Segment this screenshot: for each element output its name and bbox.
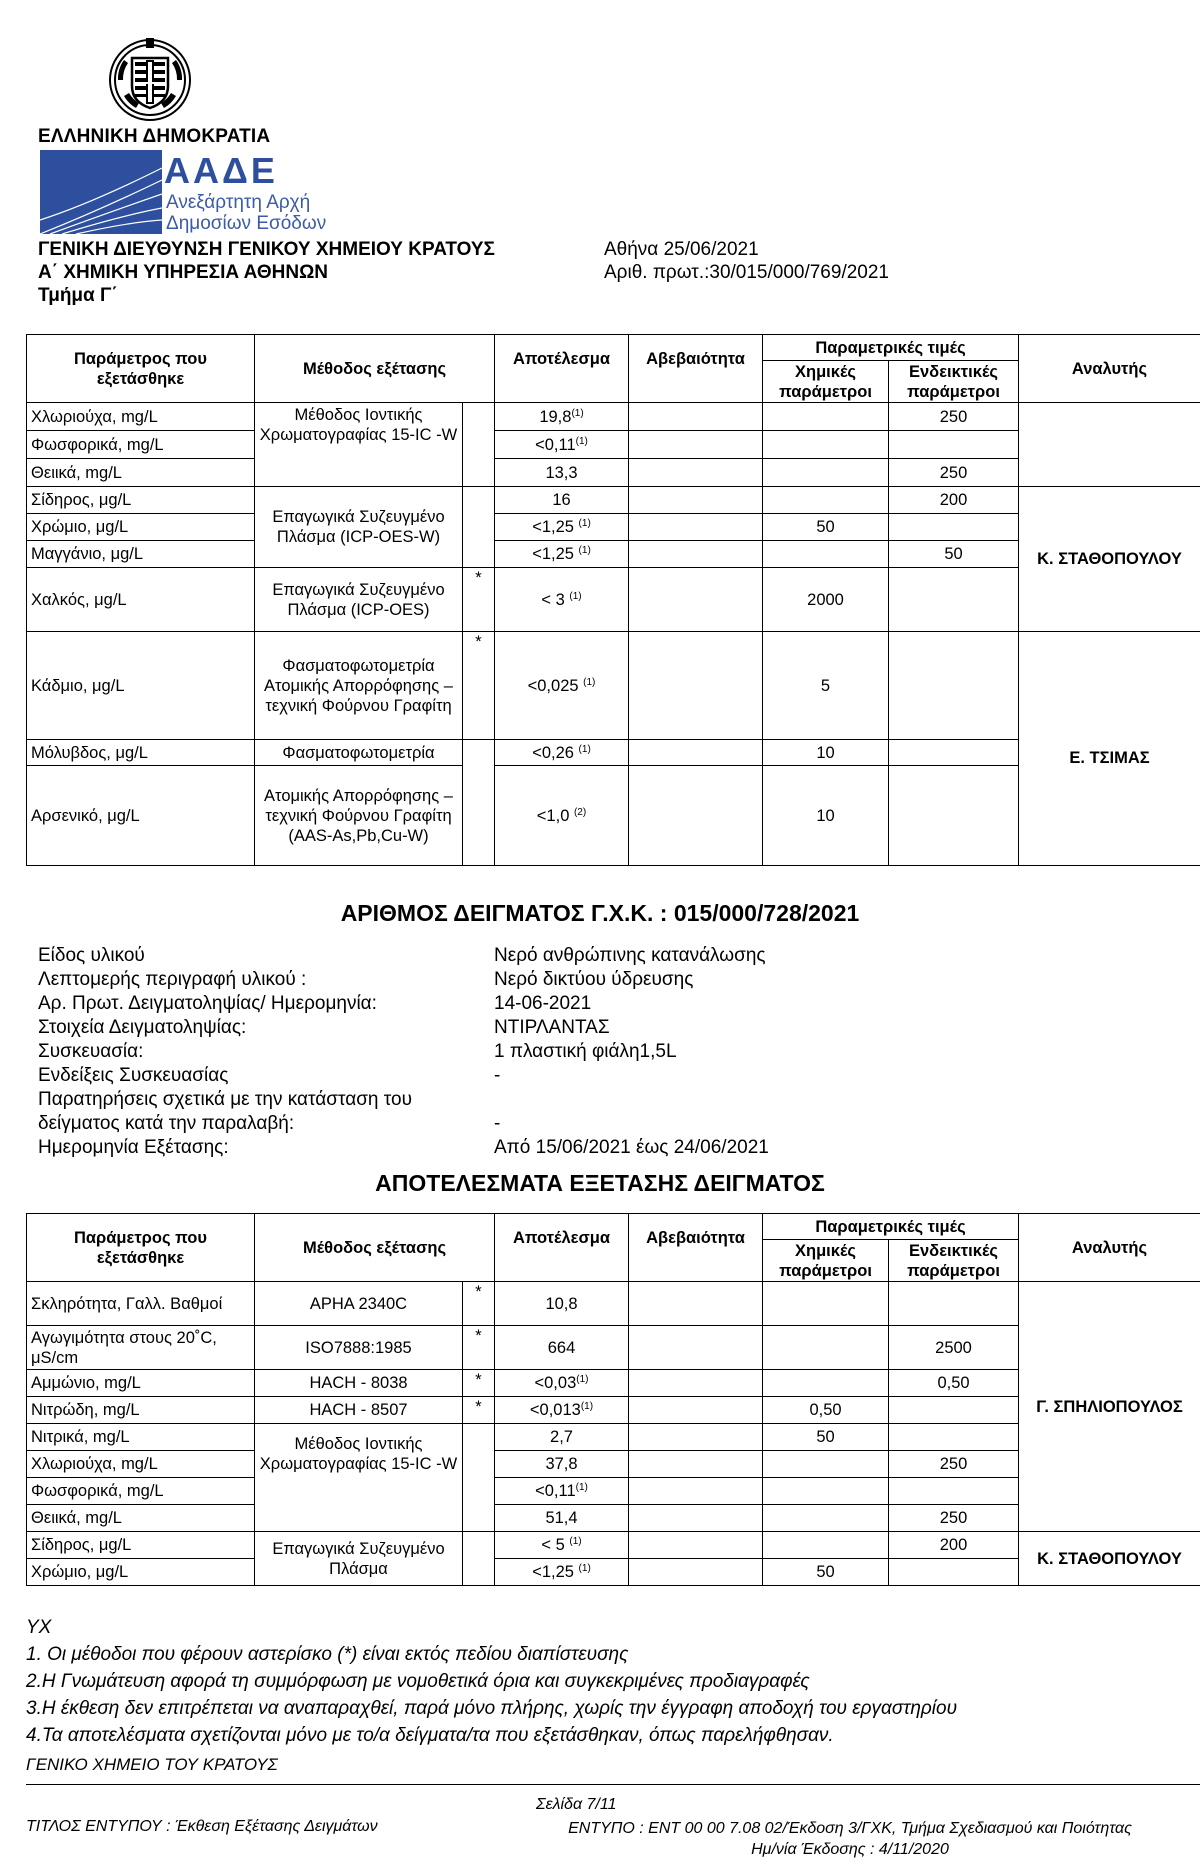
asterisk-cell: * xyxy=(463,1370,495,1397)
indicative-cell xyxy=(889,766,1019,866)
info-value: 1 πλαστική φιάλη1,5L xyxy=(494,1041,677,1062)
method-cell: HACH - 8507 xyxy=(255,1397,463,1424)
chemical-cell xyxy=(763,1282,889,1326)
table-row xyxy=(27,632,1200,740)
uncertainty-cell xyxy=(629,1282,763,1326)
indicative-cell: 200 xyxy=(889,487,1019,514)
param-cell: Νιτρικά, mg/L xyxy=(27,1424,255,1451)
result-cell: <1,25 $^{(1)}$ xyxy=(495,541,629,568)
param-cell: Χρώμιο, μg/L xyxy=(27,514,255,541)
info-row xyxy=(38,1016,769,1040)
indicative-cell xyxy=(889,740,1019,766)
param-cell: Φωσφορικά, mg/L xyxy=(27,431,255,459)
indicative-cell: 250 xyxy=(889,459,1019,487)
uncertainty-cell xyxy=(629,1424,763,1451)
result-cell: $<0,013^{(1)}$ xyxy=(495,1397,629,1424)
result-cell: <0,025 $^{(1)}$ xyxy=(495,632,629,740)
asterisk-cell xyxy=(463,403,495,487)
header-result: Αποτέλεσμα xyxy=(495,1214,629,1282)
info-row xyxy=(38,1136,769,1160)
uncertainty-cell xyxy=(629,1397,763,1424)
chemical-cell: 50 xyxy=(763,1559,889,1586)
info-value: ΝΤΙΡΛΑΝΤΑΣ xyxy=(494,1017,610,1038)
method-cell: HACH - 8038 xyxy=(255,1370,463,1397)
info-row xyxy=(38,1088,769,1112)
param-cell: Χλωριούχα, mg/L xyxy=(27,403,255,431)
result-cell: $<0,11^{(1)}$ xyxy=(495,1478,629,1505)
notes-yx: ΥΧ xyxy=(26,1617,52,1638)
method-cell: Φασματοφωτομετρία Ατομικής Απορρόφησης – τεχνική Φούρνου Γραφίτη xyxy=(255,632,463,740)
method-cell: Φασματοφωτομετρία xyxy=(255,740,463,766)
form-title: ΤΙΤΛΟΣ ΕΝΤΥΠΟΥ : Έκθεση Εξέτασης Δειγμάτων xyxy=(26,1818,378,1835)
sample-info xyxy=(38,944,769,1160)
method-cell: ISO7888:1985 xyxy=(255,1326,463,1370)
aade-subtitle-line1: Ανεξάρτητη Αρχή xyxy=(166,192,311,213)
header-method: Μέθοδος εξέτασης xyxy=(255,1214,495,1282)
asterisk-cell: * xyxy=(463,632,495,740)
chemical-cell xyxy=(763,1451,889,1478)
header-uncertainty: Αβεβαιότητα xyxy=(629,335,763,403)
uncertainty-cell xyxy=(629,403,763,431)
chemical-cell: 10 xyxy=(763,766,889,866)
results-table-2 xyxy=(26,1213,1200,1586)
result-cell: $<0,03^{(1)}$ xyxy=(495,1370,629,1397)
table-row xyxy=(27,487,1200,514)
uncertainty-cell xyxy=(629,1505,763,1532)
info-key: Ενδείξεις Συσκευασίας xyxy=(38,1065,229,1086)
chemical-cell xyxy=(763,1478,889,1505)
asterisk-cell: * xyxy=(463,568,495,632)
page-number: Σελίδα 7/11 xyxy=(536,1796,617,1813)
method-cell: Επαγωγικά Συζευγμένο Πλάσμα xyxy=(255,1532,463,1586)
place-date: Αθήνα 25/06/2021 xyxy=(604,239,759,260)
note-4: 4.Τα αποτελέσματα σχετίζονται μόνο με το/α δείγματα/τα που εξετάσθηκαν, όπως παρελήφθησαν. xyxy=(26,1725,834,1746)
asterisk-cell: * xyxy=(463,1282,495,1326)
result-cell: 10,8 xyxy=(495,1282,629,1326)
param-cell: Χλωριούχα, mg/L xyxy=(27,1451,255,1478)
analyst-cell xyxy=(1019,403,1200,487)
method-cell: Μέθοδος Ιοντικής Χρωματογραφίας 15-IC -W xyxy=(255,1424,463,1532)
indicative-cell xyxy=(889,1559,1019,1586)
param-cell: Αγωγιμότητα στους 20˚C, μS/cm xyxy=(27,1326,255,1370)
method-cell: Επαγωγικά Συζευγμένο Πλάσμα (ICP-OES-W) xyxy=(255,487,463,568)
footer-divider xyxy=(26,1784,1200,1785)
header-method: Μέθοδος εξέτασης xyxy=(255,335,495,403)
indicative-cell: 50 xyxy=(889,541,1019,568)
notes-block xyxy=(26,1614,957,1749)
chemical-cell xyxy=(763,487,889,514)
info-key: Παρατηρήσεις σχετικά με την κατάσταση του xyxy=(38,1089,412,1110)
info-value: - xyxy=(494,1113,501,1134)
result-cell: 2,7 xyxy=(495,1424,629,1451)
param-cell: Μαγγάνιο, μg/L xyxy=(27,541,255,568)
method-cell: APHA 2340C xyxy=(255,1282,463,1326)
uncertainty-cell xyxy=(629,541,763,568)
result-cell: 664 xyxy=(495,1326,629,1370)
form-code-block xyxy=(520,1818,1180,1860)
result-cell: < 3 $^{(1)}$ xyxy=(495,568,629,632)
indicative-cell xyxy=(889,514,1019,541)
info-row xyxy=(38,992,769,1016)
param-cell: Σίδηρος, μg/L xyxy=(27,1532,255,1559)
department-block xyxy=(38,238,495,307)
indicative-cell xyxy=(889,1397,1019,1424)
header-param-values: Παραμετρικές τιμές xyxy=(763,335,1019,361)
header-chemical: Χημικές παράμετροι xyxy=(763,361,889,403)
uncertainty-cell xyxy=(629,766,763,866)
indicative-cell xyxy=(889,431,1019,459)
chemical-cell xyxy=(763,1326,889,1370)
info-row xyxy=(38,944,769,968)
uncertainty-cell xyxy=(629,459,763,487)
header-param: Παράμετρος που εξετάσθηκε xyxy=(27,335,255,403)
chemical-cell: 50 xyxy=(763,514,889,541)
indicative-cell xyxy=(889,1478,1019,1505)
header-indicative: Ενδεικτικές παράμετροι xyxy=(889,1240,1019,1282)
greek-emblem-icon xyxy=(104,32,196,124)
chemical-cell xyxy=(763,1532,889,1559)
uncertainty-cell xyxy=(629,1326,763,1370)
asterisk-cell xyxy=(463,487,495,568)
asterisk-cell xyxy=(463,1424,495,1532)
info-key: Αρ. Πρωτ. Δειγματοληψίας/ Ημερομηνία: xyxy=(38,993,377,1014)
result-cell: <1,25 $^{(1)}$ xyxy=(495,514,629,541)
table-row xyxy=(27,1282,1200,1326)
result-cell: <0,26 $^{(1)}$ xyxy=(495,740,629,766)
info-key: Ημερομηνία Εξέτασης: xyxy=(38,1137,229,1158)
place-date-block xyxy=(604,238,889,284)
aade-logo-icon xyxy=(40,150,162,234)
param-cell: Θειικά, mg/L xyxy=(27,1505,255,1532)
header-chemical: Χημικές παράμετροι xyxy=(763,1240,889,1282)
param-cell: Αρσενικό, μg/L xyxy=(27,766,255,866)
header-uncertainty: Αβεβαιότητα xyxy=(629,1214,763,1282)
chemical-cell: 5 xyxy=(763,632,889,740)
aade-subtitle-line2: Δημοσίων Εσόδων xyxy=(166,213,327,234)
uncertainty-cell xyxy=(629,1478,763,1505)
note-1: 1. Οι μέθοδοι που φέρουν αστερίσκο (*) είναι εκτός πεδίου διαπίστευσης xyxy=(26,1644,629,1665)
form-code: ΕΝΤΥΠΟ : ΕΝΤ 00 00 7.08 02/Έκδοση 3/ΓΧΚ, Τμήμα Σχεδιασμού και Ποιότητας xyxy=(568,1820,1132,1837)
result-cell: 19,8$^{(1)}$ xyxy=(495,403,629,431)
header-param-values: Παραμετρικές τιμές xyxy=(763,1214,1019,1240)
info-key: Συσκευασία: xyxy=(38,1041,144,1062)
result-cell: 51,4 xyxy=(495,1505,629,1532)
indicative-cell: 250 xyxy=(889,403,1019,431)
note-2: 2.Η Γνωμάτευση αφορά τη συμμόρφωση με νομοθετικά όρια και συγκεκριμένες προδιαγραφές xyxy=(26,1671,810,1692)
header-indicative: Ενδεικτικές παράμετροι xyxy=(889,361,1019,403)
info-value: Νερό ανθρώπινης κατανάλωσης xyxy=(494,945,766,966)
aade-subtitle xyxy=(166,192,326,234)
department-line1: ΓΕΝΙΚΗ ΔΙΕΥΘΥΝΣΗ ΓΕΝΙΚΟΥ ΧΗΜΕΙΟΥ ΚΡΑΤΟΥΣ xyxy=(38,239,495,260)
method-cell: Ατομικής Απορρόφησης – τεχνική Φούρνου Γραφίτη (AAS-As,Pb,Cu-W) xyxy=(255,766,463,866)
info-key: Λεπτομερής περιγραφή υλικού : xyxy=(38,969,307,990)
info-key: Στοιχεία Δειγματοληψίας: xyxy=(38,1017,247,1038)
method-cell: Μέθοδος Ιοντικής Χρωματογραφίας 15-IC -W xyxy=(255,403,463,487)
result-cell: 16 xyxy=(495,487,629,514)
results-title: ΑΠΟΤΕΛΕΣΜΑΤΑ ΕΞΕΤΑΣΗΣ ΔΕΙΓΜΑΤΟΣ xyxy=(375,1170,825,1196)
chemical-cell: 2000 xyxy=(763,568,889,632)
chemical-cell xyxy=(763,403,889,431)
uncertainty-cell xyxy=(629,1532,763,1559)
info-row xyxy=(38,1064,769,1088)
result-cell: <1,0 $^{(2)}$ xyxy=(495,766,629,866)
republic-heading: ΕΛΛΗΝΙΚΗ ΔΗΜΟΚΡΑΤΙΑ xyxy=(38,126,271,147)
chemical-cell: 10 xyxy=(763,740,889,766)
indicative-cell xyxy=(889,632,1019,740)
method-cell: Επαγωγικά Συζευγμένο Πλάσμα (ICP-OES) xyxy=(255,568,463,632)
header-analyst: Αναλυτής xyxy=(1019,1214,1200,1282)
info-row xyxy=(38,1112,769,1136)
uncertainty-cell xyxy=(629,632,763,740)
chemical-cell xyxy=(763,1505,889,1532)
param-cell: Σκληρότητα, Γαλλ. Βαθμοί xyxy=(27,1282,255,1326)
analyst-name: Κ. ΣΤΑΘΟΠΟΥΛΟΥ xyxy=(1019,1532,1200,1586)
uncertainty-cell xyxy=(629,487,763,514)
chemical-cell: 50 xyxy=(763,1424,889,1451)
analyst-name: Γ. ΣΠΗΛΙΟΠΟΥΛΟΣ xyxy=(1019,1282,1200,1532)
asterisk-cell xyxy=(463,740,495,866)
chemical-cell xyxy=(763,431,889,459)
result-cell: < 5 $^{(1)}$ xyxy=(495,1532,629,1559)
indicative-cell: 250 xyxy=(889,1451,1019,1478)
chemical-cell xyxy=(763,1370,889,1397)
uncertainty-cell xyxy=(629,568,763,632)
asterisk-cell: * xyxy=(463,1397,495,1424)
uncertainty-cell xyxy=(629,1451,763,1478)
param-cell: Θειικά, mg/L xyxy=(27,459,255,487)
indicative-cell: 200 xyxy=(889,1532,1019,1559)
department-line2: Α΄ ΧΗΜΙΚΗ ΥΠΗΡΕΣΙΑ ΑΘΗΝΩΝ xyxy=(38,262,329,283)
aade-brand: ΑΑΔΕ xyxy=(164,150,278,191)
param-cell: Χαλκός, μg/L xyxy=(27,568,255,632)
info-row xyxy=(38,1040,769,1064)
footer-lab: ΓΕΝΙΚΟ ΧΗΜΕΙΟ ΤΟΥ ΚΡΑΤΟΥΣ xyxy=(26,1755,278,1774)
analyst-name: Ε. ΤΣΙΜΑΣ xyxy=(1019,632,1200,866)
header-param: Παράμετρος που εξετάσθηκε xyxy=(27,1214,255,1282)
header-analyst: Αναλυτής xyxy=(1019,335,1200,403)
param-cell: Φωσφορικά, mg/L xyxy=(27,1478,255,1505)
chemical-cell xyxy=(763,459,889,487)
param-cell: Σίδηρος, μg/L xyxy=(27,487,255,514)
asterisk-cell xyxy=(463,1532,495,1586)
result-cell: 13,3 xyxy=(495,459,629,487)
indicative-cell xyxy=(889,1282,1019,1326)
info-value: Από 15/06/2021 έως 24/06/2021 xyxy=(494,1137,769,1158)
info-key: Είδος υλικού xyxy=(38,945,145,966)
protocol-number: Αριθ. πρωτ.:30/015/000/769/2021 xyxy=(604,262,889,283)
indicative-cell xyxy=(889,568,1019,632)
uncertainty-cell xyxy=(629,740,763,766)
info-key: δείγματος κατά την παραλαβή: xyxy=(38,1113,295,1134)
info-value: Νερό δικτύου ύδρευσης xyxy=(494,969,694,990)
chemical-cell xyxy=(763,541,889,568)
result-cell: 37,8 xyxy=(495,1451,629,1478)
results-table-1 xyxy=(26,334,1200,866)
info-value: 14-06-2021 xyxy=(494,993,592,1014)
indicative-cell: 2500 xyxy=(889,1326,1019,1370)
indicative-cell: 0,50 xyxy=(889,1370,1019,1397)
sample-number-title: ΑΡΙΘΜΟΣ ΔΕΙΓΜΑΤΟΣ Γ.Χ.Κ. : 015/000/728/2021 xyxy=(340,900,860,926)
department-line3: Τμήμα Γ΄ xyxy=(38,285,118,306)
uncertainty-cell xyxy=(629,431,763,459)
header-result: Αποτέλεσμα xyxy=(495,335,629,403)
param-cell: Κάδμιο, μg/L xyxy=(27,632,255,740)
uncertainty-cell xyxy=(629,514,763,541)
param-cell: Μόλυβδος, μg/L xyxy=(27,740,255,766)
issue-date: Ημ/νία Έκδοσης : 4/11/2020 xyxy=(751,1841,949,1858)
table-row xyxy=(27,1532,1200,1559)
param-cell: Χρώμιο, μg/L xyxy=(27,1559,255,1586)
result-cell: <1,25 $^{(1)}$ xyxy=(495,1559,629,1586)
asterisk-cell: * xyxy=(463,1326,495,1370)
param-cell: Νιτρώδη, mg/L xyxy=(27,1397,255,1424)
param-cell: Αμμώνιο, mg/L xyxy=(27,1370,255,1397)
indicative-cell xyxy=(889,1424,1019,1451)
info-row xyxy=(38,968,769,992)
uncertainty-cell xyxy=(629,1559,763,1586)
result-cell: $<0,11^{(1)}$ xyxy=(495,431,629,459)
note-3: 3.Η έκθεση δεν επιτρέπεται να αναπαραχθεί, παρά μόνο πλήρης, χωρίς την έγγραφη αποδοχή του εργαστηρίου xyxy=(26,1698,958,1719)
table-row xyxy=(27,403,1200,431)
chemical-cell: 0,50 xyxy=(763,1397,889,1424)
info-value: - xyxy=(494,1065,501,1086)
indicative-cell: 250 xyxy=(889,1505,1019,1532)
uncertainty-cell xyxy=(629,1370,763,1397)
analyst-name: Κ. ΣΤΑΘΟΠΟΥΛΟΥ xyxy=(1019,487,1200,632)
